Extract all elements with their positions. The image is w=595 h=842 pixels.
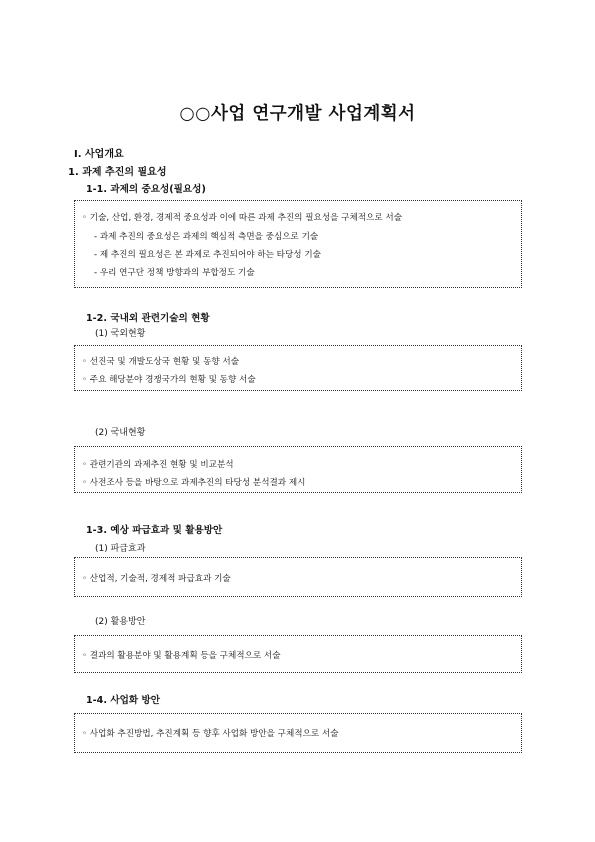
overseas-line: ◦ 선진국 및 개발도상국 현황 및 동향 서술	[82, 357, 240, 367]
item-1-2-heading: 1-2. 국내외 관련기술의 현황	[86, 313, 210, 324]
item-1-1-line: - 우리 연구단 정책 방향과의 부합정도 기술	[94, 268, 255, 278]
domestic-line: ◦ 관련기관의 과제추진 현황 및 비교분석	[82, 460, 234, 470]
domestic-label: (2) 국내현황	[95, 428, 146, 438]
effect-line: ◦ 산업적, 기술적, 경제적 파급효과 기술	[82, 574, 231, 584]
item-1-1-line: ◦ 기술, 산업, 환경, 경제적 중요성과 이에 따른 과제 추진의 필요성을 구체적으로 서술	[82, 213, 402, 223]
item-1-1-line: - 과제 추진의 중요성은 과제의 핵심적 측면을 중심으로 기술	[94, 232, 319, 242]
domestic-line: ◦ 사전조사 등을 바탕으로 과제추진의 타당성 분석결과 제시	[82, 478, 306, 488]
effect-box	[74, 557, 522, 597]
item-1-4-line: ◦ 사업화 추진방법, 추진계획 등 향후 사업화 방안을 구체적으로 서술	[82, 729, 339, 739]
usage-label: (2) 활용방안	[95, 617, 146, 627]
domestic-box	[74, 446, 522, 493]
effect-label: (1) 파급효과	[95, 544, 146, 554]
section-heading: Ⅰ. 사업개요	[74, 149, 124, 160]
subsection-heading: 1. 과제 추진의 필요성	[68, 167, 167, 178]
item-1-1-box	[74, 200, 522, 288]
item-1-4-heading: 1-4. 사업화 방안	[86, 695, 160, 706]
usage-box	[74, 635, 522, 673]
item-1-3-heading: 1-3. 예상 파급효과 및 활용방안	[86, 525, 223, 536]
usage-line: ◦ 결과의 활용분야 및 활용계획 등을 구체적으로 서술	[82, 651, 281, 661]
overseas-line: ◦ 주요 해당분야 경쟁국가의 현황 및 동향 서술	[82, 375, 256, 385]
item-1-1-heading: 1-1. 과제의 중요성(필요성)	[86, 184, 206, 195]
overseas-label: (1) 국외현황	[95, 329, 146, 339]
overseas-box	[74, 345, 522, 391]
item-1-4-box	[74, 713, 522, 753]
item-1-1-line: - 제 추진의 필요성은 본 과제로 추진되어야 하는 타당성 기술	[94, 250, 321, 260]
document-title: ○○사업 연구개발 사업계획서	[179, 104, 416, 124]
